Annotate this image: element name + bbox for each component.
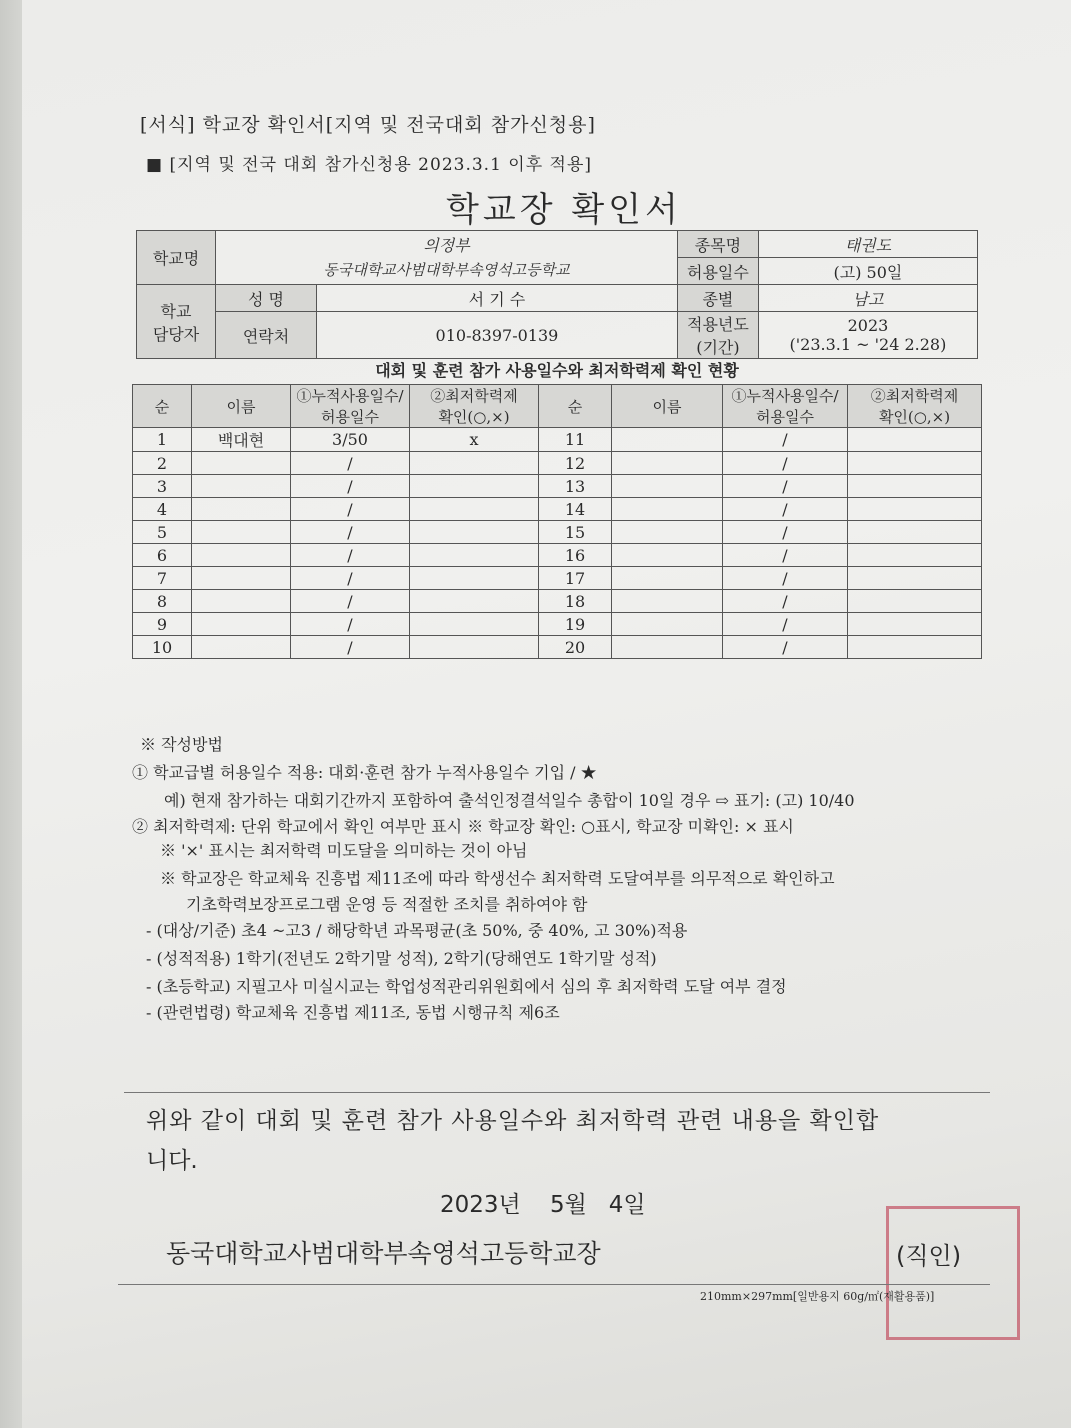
status-table — [132, 384, 982, 659]
row-no: 11 — [539, 428, 612, 452]
col-no-2: 순 — [539, 385, 612, 428]
school-cell — [216, 231, 678, 285]
row-name — [192, 613, 291, 636]
row-days: / — [291, 544, 410, 567]
row-name — [192, 567, 291, 590]
notes-heading: ※ 작성방법 — [140, 735, 223, 754]
row-check — [410, 498, 539, 521]
detail-1: - (대상/기준) 초4 ~고3 / 해당학년 과목평균(초 50%, 중 40%, 고 30%)적용 — [146, 921, 688, 940]
row-name — [612, 590, 723, 613]
row-no: 1 — [133, 428, 192, 452]
row-check — [848, 498, 982, 521]
paper-size: 210mm×297mm[일반용지 60g/㎡(재활용품)] — [700, 1290, 935, 1303]
confirm-line-1: 위와 같이 대회 및 훈련 참가 사용일수와 최저학력 관련 내용을 확인합 — [146, 1108, 880, 1134]
name-label: 성 명 — [216, 285, 317, 312]
detail-2: - (성적적용) 1학기(전년도 2학기말 성적), 2학기(당해연도 1학기말 성적) — [146, 949, 657, 968]
row-days: / — [291, 475, 410, 498]
contact-value: 010-8397-0139 — [317, 312, 678, 359]
seal-label: (직인) — [896, 1242, 962, 1270]
row-check — [410, 521, 539, 544]
sport-value: 태권도 — [758, 231, 977, 258]
allowed-days-label: 허용일수 — [677, 258, 758, 285]
form-subtitle: ■ [지역 및 전국 대회 참가신청용 2023.3.1 이후 적용] — [146, 155, 593, 175]
row-name — [192, 521, 291, 544]
row-days: / — [723, 428, 848, 452]
col-check-2: ②최저학력제 확인(○,×) — [848, 385, 982, 428]
row-name — [192, 544, 291, 567]
row-no: 5 — [133, 521, 192, 544]
row-no: 12 — [539, 452, 612, 475]
note-1: ① 학교급별 허용일수 적용: 대회·훈련 참가 누적사용일수 기입 / ★ — [132, 763, 597, 782]
row-no: 9 — [133, 613, 192, 636]
detail-4: - (관련법령) 학교체육 진흥법 제11조, 동법 시행규칙 제6조 — [146, 1003, 560, 1022]
row-no: 17 — [539, 567, 612, 590]
row-days: / — [723, 590, 848, 613]
row-name — [612, 567, 723, 590]
row-days: 3/50 — [291, 428, 410, 452]
status-heading: 대회 및 훈련 참가 사용일수와 최저학력제 확인 현황 — [375, 361, 739, 380]
col-no: 순 — [133, 385, 192, 428]
row-name — [612, 498, 723, 521]
year-label-line1: 적용년도 — [686, 315, 749, 334]
table-row — [133, 590, 982, 613]
col-check: ②최저학력제 확인(○,×) — [410, 385, 539, 428]
row-no: 19 — [539, 613, 612, 636]
row-days: / — [291, 636, 410, 659]
table-row — [133, 636, 982, 659]
row-check — [848, 590, 982, 613]
row-no: 3 — [133, 475, 192, 498]
table-row — [133, 452, 982, 475]
row-name — [612, 544, 723, 567]
table-row — [133, 475, 982, 498]
row-days: / — [723, 544, 848, 567]
manager-label — [137, 285, 216, 359]
table-row — [133, 613, 982, 636]
col-name-2: 이름 — [612, 385, 723, 428]
name-value: 서 기 수 — [317, 285, 678, 312]
note-3: ※ '×' 표시는 최저학력 미도달을 의미하는 것이 아님 — [160, 841, 528, 860]
row-name — [192, 452, 291, 475]
row-check — [848, 452, 982, 475]
table-row — [133, 567, 982, 590]
allowed-days-value: (고) 50일 — [758, 258, 977, 285]
col-days-2: ①누적사용일수/ 허용일수 — [723, 385, 848, 428]
row-name — [192, 590, 291, 613]
divider-bottom — [118, 1284, 990, 1285]
row-check — [410, 613, 539, 636]
confirm-line-2: 니다. — [146, 1148, 198, 1174]
row-check — [410, 475, 539, 498]
row-check — [848, 544, 982, 567]
row-no: 10 — [133, 636, 192, 659]
note-1-example: 예) 현재 참가하는 대회기간까지 포함하여 출석인정결석일수 총합이 10일 경우 ⇨ 표기: (고) 10/40 — [164, 791, 855, 810]
manager-label-line2: 담당자 — [152, 324, 200, 344]
row-check: x — [410, 428, 539, 452]
row-days: / — [291, 567, 410, 590]
row-check — [410, 567, 539, 590]
row-check — [410, 590, 539, 613]
year-label-line2: (기간) — [696, 338, 740, 357]
row-days: / — [723, 521, 848, 544]
row-name — [612, 428, 723, 452]
col-days: ①누적사용일수/ 허용일수 — [291, 385, 410, 428]
row-check — [410, 636, 539, 659]
row-days: / — [723, 567, 848, 590]
row-no: 8 — [133, 590, 192, 613]
row-no: 18 — [539, 590, 612, 613]
row-name: 백대현 — [192, 428, 291, 452]
manager-label-line1: 학교 — [160, 301, 192, 321]
divider-top — [124, 1092, 990, 1093]
note-4b: 기초학력보장프로그램 운영 등 적절한 조치를 취하여야 함 — [186, 895, 588, 914]
row-name — [612, 613, 723, 636]
period-value: ('23.3.1 ~ '24 2.28) — [789, 335, 947, 354]
row-days: / — [723, 636, 848, 659]
row-days: / — [723, 498, 848, 521]
category-label: 종별 — [677, 285, 758, 312]
row-check — [848, 567, 982, 590]
row-check — [848, 521, 982, 544]
col-name: 이름 — [192, 385, 291, 428]
row-days: / — [291, 498, 410, 521]
row-no: 20 — [539, 636, 612, 659]
row-no: 13 — [539, 475, 612, 498]
row-days: / — [291, 521, 410, 544]
principal-name: 동국대학교사범대학부속영석고등학교장 — [166, 1239, 601, 1268]
detail-3: - (초등학교) 지필고사 미실시교는 학업성적관리위원회에서 심의 후 최저학력 도달 여부 결정 — [146, 977, 787, 996]
row-no: 6 — [133, 544, 192, 567]
table-row — [133, 428, 982, 452]
note-2: ② 최저학력제: 단위 학교에서 확인 여부만 표시 ※ 학교장 확인: ○표시, 학교장 미확인: × 표시 — [132, 817, 794, 836]
sport-label: 종목명 — [677, 231, 758, 258]
row-name — [192, 636, 291, 659]
row-name — [192, 475, 291, 498]
table-row — [133, 544, 982, 567]
year-value: 2023 — [847, 316, 889, 335]
confirm-date: 2023년 5월 4일 — [440, 1192, 646, 1218]
document-title: 학교장 확인서 — [446, 190, 682, 230]
row-name — [612, 475, 723, 498]
form-label: [서식] 학교장 확인서[지역 및 전국대회 참가신청용] — [140, 114, 596, 136]
school-city: 의정부 — [423, 235, 470, 255]
row-no: 2 — [133, 452, 192, 475]
row-name — [612, 636, 723, 659]
year-label — [677, 312, 758, 359]
contact-label: 연락처 — [216, 312, 317, 359]
row-check — [410, 544, 539, 567]
row-days: / — [723, 452, 848, 475]
row-days: / — [723, 613, 848, 636]
row-days: / — [291, 613, 410, 636]
row-name — [612, 452, 723, 475]
row-no: 16 — [539, 544, 612, 567]
school-name: 동국대학교사범대학부속영석고등학교 — [323, 260, 570, 279]
row-no: 7 — [133, 567, 192, 590]
row-check — [848, 428, 982, 452]
row-check — [848, 636, 982, 659]
table-row — [133, 521, 982, 544]
official-seal — [886, 1206, 1020, 1340]
school-label: 학교명 — [137, 231, 216, 285]
row-check — [410, 452, 539, 475]
row-days: / — [723, 475, 848, 498]
row-check — [848, 613, 982, 636]
row-check — [848, 475, 982, 498]
row-days: / — [291, 452, 410, 475]
row-name — [192, 498, 291, 521]
info-table — [136, 230, 978, 359]
row-no: 14 — [539, 498, 612, 521]
year-cell — [758, 312, 977, 359]
row-no: 15 — [539, 521, 612, 544]
row-name — [612, 521, 723, 544]
category-value: 남고 — [758, 285, 977, 312]
note-4a: ※ 학교장은 학교체육 진흥법 제11조에 따라 학생선수 최저학력 도달여부를 의무적으로 확인하고 — [160, 869, 835, 888]
table-row — [133, 498, 982, 521]
row-days: / — [291, 590, 410, 613]
row-no: 4 — [133, 498, 192, 521]
